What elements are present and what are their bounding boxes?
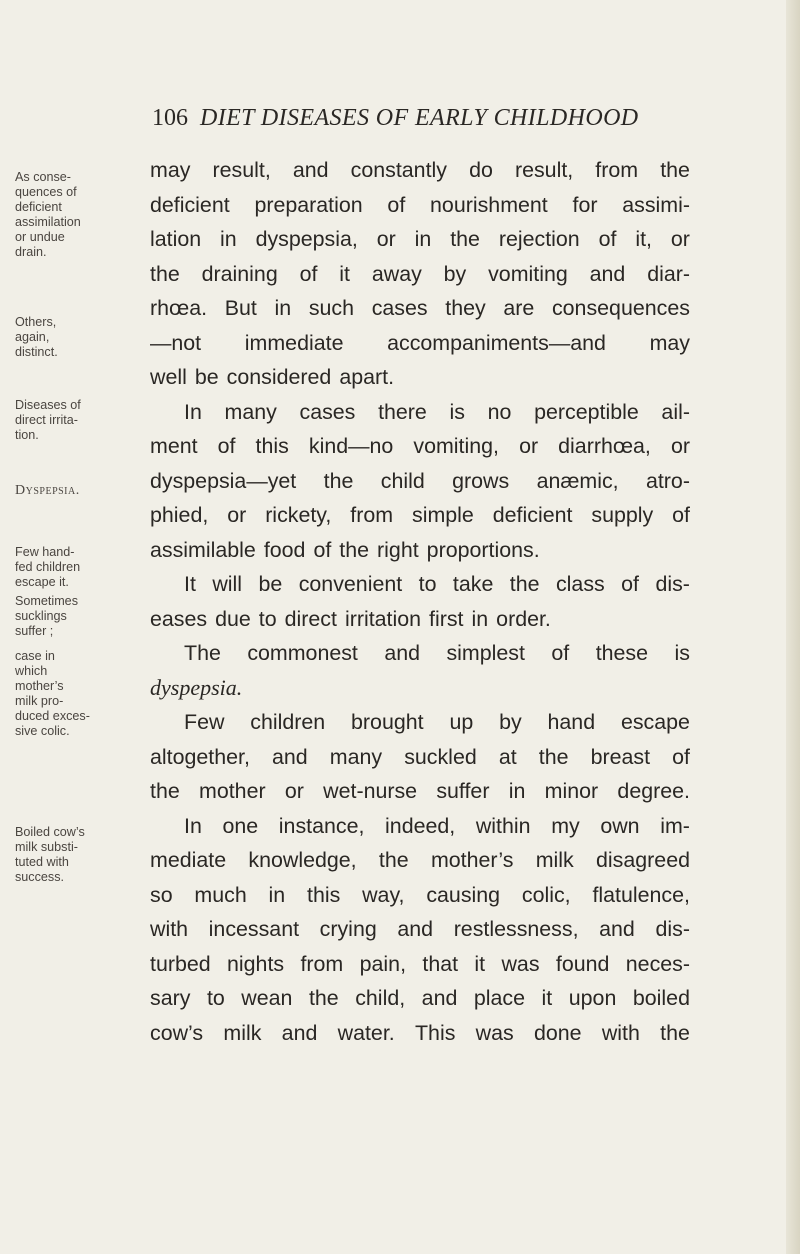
margin-note (15, 545, 143, 590)
body-line: may result, and constantly do result, from the (150, 158, 690, 182)
body-line: Few children brought up by hand escape (184, 710, 690, 734)
margin-note-line: case in (15, 649, 55, 663)
body-text (150, 153, 690, 1050)
body-line: ment of this kind—no vomiting, or diarrhœa, or (150, 434, 690, 458)
body-line: In one instance, indeed, within my own im- (184, 813, 690, 838)
margin-note-line: mother’s (15, 679, 64, 693)
margin-note-line: drain. (15, 245, 47, 259)
body-line: rhœa. But in such cases they are consequences (150, 296, 690, 320)
margin-note (15, 483, 143, 498)
body-line: the mother or wet-nurse suffer in minor degree. (150, 779, 690, 803)
margin-note-line: suffer ; (15, 624, 54, 638)
margin-note-line: Dyspepsia. (15, 483, 80, 498)
margin-note (15, 649, 143, 739)
margin-note-line: deficient (15, 200, 62, 214)
margin-note-line: assimilation (15, 215, 81, 229)
body-line: mediate knowledge, the mother’s milk disagreed (150, 848, 690, 872)
body-line: dyspepsia. (150, 674, 243, 700)
page-number: 106 (152, 105, 188, 131)
margin-note-line: duced exces- (15, 709, 90, 723)
body-line: cow’s milk and water. This was done with the (150, 1020, 690, 1045)
body-line: with incessant crying and restlessness, and dis- (150, 917, 690, 941)
margin-note-line: Few hand- (15, 545, 75, 559)
margin-note (15, 398, 143, 443)
body-line: —not immediate accompaniments—and may (150, 330, 690, 355)
body-line: deficient preparation of nourishment for assimi- (150, 192, 690, 217)
body-line: turbed nights from pain, that it was found neces- (150, 951, 690, 976)
margin-note-line: Boiled cow’s (15, 825, 85, 839)
margin-note-line: success. (15, 870, 64, 884)
margin-note (15, 594, 143, 639)
margin-note (15, 825, 143, 885)
page-edge (786, 0, 800, 1254)
margin-note-line: escape it. (15, 575, 69, 589)
margin-note (15, 170, 143, 260)
body-line: phied, or rickety, from simple deficient supply of (150, 503, 690, 527)
body-line: The commonest and simplest of these is (184, 641, 690, 665)
margin-note-line: or undue (15, 230, 65, 244)
body-line: assimilable food of the right proportions. (150, 537, 540, 562)
body-line: In many cases there is no perceptible ail- (184, 399, 690, 424)
body-line: so much in this way, causing colic, flatulence, (150, 882, 690, 907)
body-line: lation in dyspepsia, or in the rejection of it, or (150, 227, 690, 251)
margin-note-line: tion. (15, 428, 39, 442)
margin-note (15, 315, 143, 360)
running-title: DIET DISEASES OF EARLY CHILDHOOD (200, 105, 639, 131)
body-line: well be considered apart. (150, 365, 395, 389)
margin-note-line: direct irrita- (15, 413, 78, 427)
margin-note-line: milk substi- (15, 840, 78, 854)
margin-note-line: Sometimes (15, 594, 78, 608)
margin-note-line: again, (15, 330, 50, 344)
body-line: dyspepsia—yet the child grows anæmic, atro- (150, 468, 690, 493)
margin-note-line: As conse- (15, 170, 71, 184)
margin-note-line: fed children (15, 560, 81, 574)
body-line: It will be convenient to take the class of dis- (184, 572, 690, 596)
margin-note-line: which (15, 664, 48, 678)
body-line: sary to wean the child, and place it upon boiled (150, 986, 690, 1010)
margin-note-line: quences of (15, 185, 77, 199)
margin-note-line: sucklings (15, 609, 67, 623)
running-header (152, 105, 692, 139)
margin-note-line: distinct. (15, 345, 58, 359)
body-line: eases due to direct irritation first in order. (150, 606, 551, 631)
margin-note-line: milk pro- (15, 694, 64, 708)
body-line: the draining of it away by vomiting and diar- (150, 261, 690, 286)
margin-note-line: sive colic. (15, 724, 70, 738)
margin-note-line: Diseases of (15, 398, 81, 412)
margin-note-line: tuted with (15, 855, 69, 869)
body-line: altogether, and many suckled at the breast of (150, 744, 690, 769)
margin-note-line: Others, (15, 315, 57, 329)
